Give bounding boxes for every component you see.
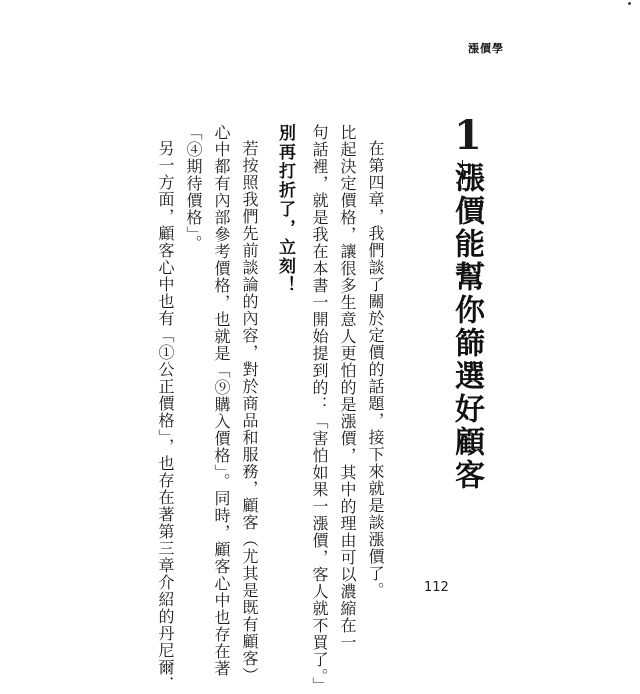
body-column: 比起決定價格，讓很多生意人更怕的是漲價，其中的理由可以濃縮在一 <box>338 124 357 651</box>
running-header: 漲價學 <box>468 42 504 55</box>
chapter-title: 漲價能幫你篩選好顧客 <box>449 162 484 492</box>
body-column: 另一方面，顧客心中也有「①公正價格」，也存在著第三章介紹的丹尼爾． <box>156 140 175 693</box>
page-number: 112 <box>424 580 449 595</box>
body-column: 心中都有內部參考價格，也就是「⑨購入價格」。同時，顧客心中也存在著 <box>212 124 231 677</box>
body-column: 在第四章，我們談了關於定價的話題，接下來就是談漲價了。 <box>366 140 385 599</box>
body-column: 「④期待價格」。 <box>184 124 203 252</box>
body-column: 若按照我們先前談論的內容，對於商品和服務，顧客（尤其是既有顧客） <box>240 140 259 684</box>
section-heading: 別再打折了，立刻！ <box>275 124 295 295</box>
body-column: 句話裡，就是我在本書一開始提到的：「害怕如果一漲價，客人就不買了。」 <box>310 124 329 694</box>
corner-mark <box>628 2 631 5</box>
chapter-number: 1 <box>454 112 482 159</box>
